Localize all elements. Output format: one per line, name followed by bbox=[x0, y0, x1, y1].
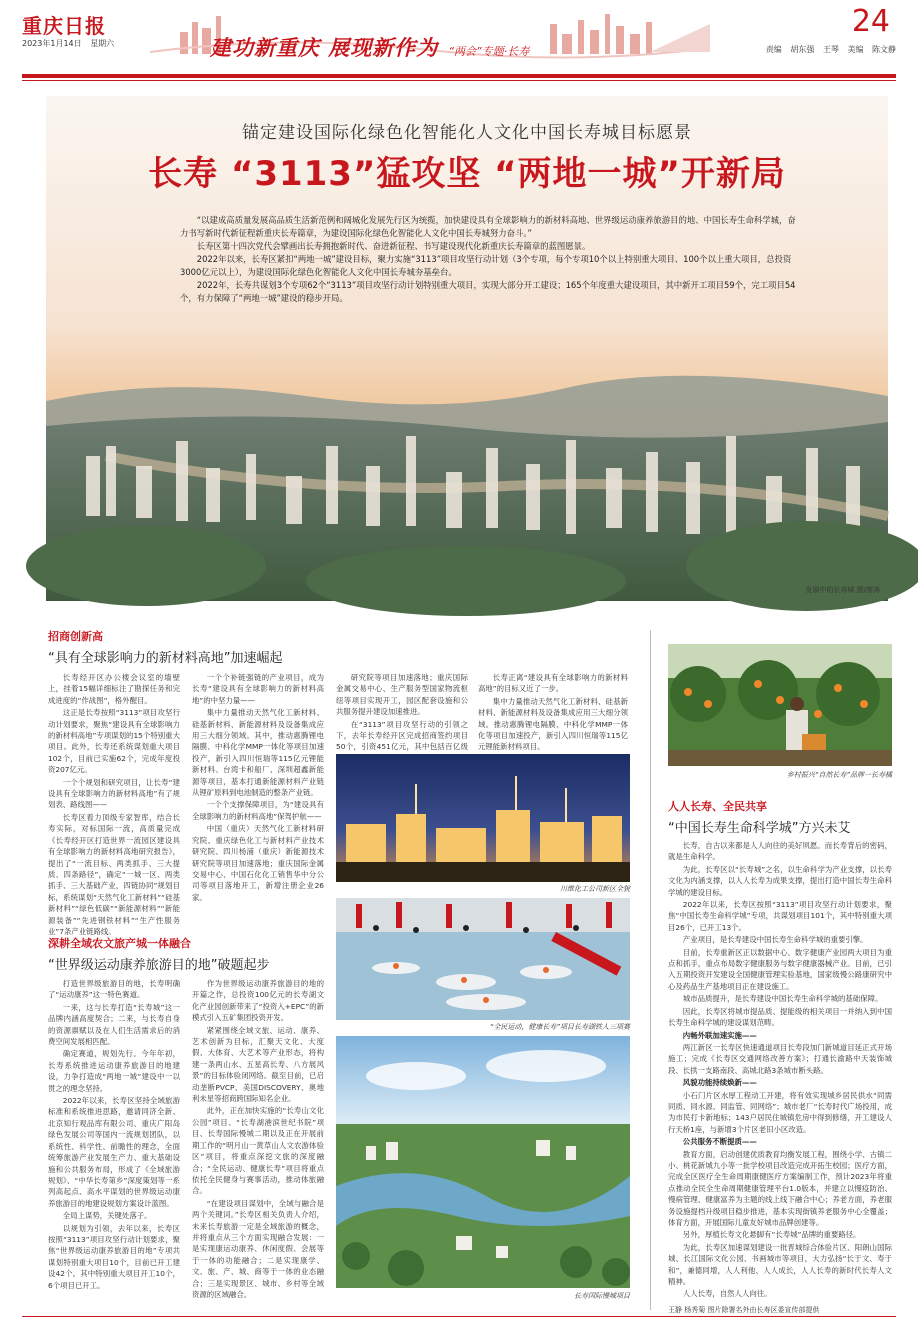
article-paragraph: 紧紧围绕全域文旅、运动、康养、艺术创新为目标，汇聚天文化、大度假、大体育、大艺术等产业形态，将构建一条两山水、五星高长寿、八方展风景”的目标体验闭网络。截至目前，已启动垄断PVCP、美国DISCOVERY、奥地利未星等招商跨国际知名企业。 bbox=[192, 1025, 324, 1104]
section-new-materials-head bbox=[48, 628, 598, 666]
section-kicker: 深耕全域农文旅产城一体融合 bbox=[48, 937, 191, 950]
section-kicker: 人人长寿、全民共享 bbox=[668, 800, 767, 813]
article-paragraph: 确定赛道，规划先行。今年年初，长寿系统推进运动康养旅游目的地建设，力争打造成“两地一城”建设中一以贯之的理念坚持。 bbox=[48, 1049, 180, 1093]
chemical-park-night-photo bbox=[336, 754, 630, 882]
intro-paragraph: 长寿区第十四次党代会擘画出长寿拥抱新时代、奋进新征程、书写建设现代化新重庆长寿篇章的蓝图愿景。 bbox=[196, 241, 591, 251]
section-title: “中国长寿生命科学城”方兴未艾 bbox=[668, 821, 851, 836]
photo-caption: 乡村振兴“自然长寿”品牌一长寿橘 bbox=[786, 771, 892, 779]
masthead-rule-thin bbox=[22, 80, 896, 81]
editor-credits bbox=[760, 44, 896, 55]
article-paragraph: 集中力量推动天然气化工新材料、硅基新材料、新能源材料及设备集成应用三大细分领域。其中，推动惠腾锂电隔膜、中科化学MMP一体化等项目加速投产，新引入四川恒瑞等115亿元锂能新材料、台湾卡和船厂、深圳超鑫新能源等项目，基本打通新能源材料产业链从锂矿原料到电池制造的整条产业链。 bbox=[192, 708, 324, 798]
editor-label: 责编 bbox=[765, 45, 782, 54]
article-paragraph: 一来，这与长寿打造“长寿城”这一品牌内涵高度契合；二来，与长寿自身的资源禀赋以及在人们生活需求后的消费空间发展相匹配。 bbox=[48, 1002, 180, 1047]
article-paragraph: 中国（重庆）天然气化工新材料研究院、重庆绿色化工与新材料产业技术研究院、四川杨浦（重庆）新能源技术研究院等项目加速落地；重庆国际金属交易中心、中国石化化工销售华中分公司等项目落地开工，新增注册企业26家。 bbox=[192, 824, 324, 902]
hero-headline: 长寿 “3113”猛攻坚 “两地一城”开新局 bbox=[148, 154, 786, 194]
article-column bbox=[48, 978, 180, 1304]
article-subhead: 公共服务不断提质—— bbox=[682, 1137, 757, 1147]
photo-caption: 川维化工公司新区全貌 bbox=[560, 885, 630, 893]
intro-paragraph: “以建成高质量发展高品质生活新范例和阔城化发展先行区为统揽，加快建设具有全球影响力的新材料高地、世界级运动康养旅游目的地、中国长寿生命科学城，奋力书写新时代新征程新重庆长寿篇章，为建设国际化绿色化智能化人文化中国长寿城努力奋斗。” bbox=[180, 215, 796, 238]
article-paragraph: 另外，厚植长寿文化悬脚有“长寿城”品牌的重要路径。 bbox=[682, 1230, 861, 1240]
article-column bbox=[336, 672, 468, 752]
article-subhead: 内畅外联加速实施—— bbox=[682, 1030, 757, 1040]
slow-city-aerial-photo bbox=[336, 1036, 630, 1288]
article-paragraph: 教育方面，启动创建优质教育均衡发展工程，围绕小学、古镇二小、桃花新城九小等一批学校项目改造完成开拓生校园；医疗方面，完成全区医疗全生命周期康健医疗方案编制工作，预计2023年将重点推动全民全生命周期健康管理平台1.0版本，并建立以慢疫防治、慢病管理、健康富养为主题的线上线下融合中心；养老方面，养老服务设施提档升级项目稳步推进，基本实现街镇养老服务中心全覆盖；体育方面，开展国际儿童友好城市品牌创建等。 bbox=[668, 1149, 892, 1227]
article-paragraph: “在建设项目谋划中，全域与融合是两个关键词。”长寿区相关负责人介绍，未来长寿旅游一定是全域旅游的概念，并将重点从三个方面实现融合发展：一是实现康运动康养、休闲度假、会展等于一体的功能融合；二是实现康学、文、旅、产、城、商等于一体的业态融合；三是实现景区、城市、乡村等全域资源的区域融合。 bbox=[192, 1198, 324, 1299]
column-divider bbox=[650, 630, 651, 1310]
designer-name: 陈文静 bbox=[872, 45, 896, 54]
section-sports-tourism-head bbox=[48, 935, 338, 973]
section-life-science-head bbox=[668, 798, 892, 836]
article-paragraph: 小石门片区水厚工程动工开建，将有效实现城乡居民供水“同需同质、同水源、同监管、同网络”；城市老厂“长寿时代广场投用，成为市民打卡新地标；143户居民住城镇危房中得到修缮，开工建设人行天桥1座，与新增3个片区老旧小区改造。 bbox=[668, 1090, 892, 1134]
article-paragraph: 两江新区一长寿区快速通道项目长寿段加门新城道目延正式开场施工；完成《长寿区交通网络改善方案》；打通长渝路中天装饰城段、长拱一支路南段、高城北路3条城市断头路。 bbox=[668, 1042, 892, 1075]
article-paragraph: 长寿正离“建设具有全球影响力的新材料高地”的目标又近了一步。 bbox=[478, 673, 628, 694]
article-paragraph: 在“3113”项目攻坚行动的引领之下，去年长寿经开区完成招商签约项目50个，引资451亿元，其中包括百亿级 bbox=[336, 719, 468, 752]
article-paragraph: 作为世界级运动康养旅游目的地的开篇之作，总投资100亿元的长寿湖文化产业园创新带来了“投资入+EPC”的新模式引入五矿集团投资开发。 bbox=[192, 979, 324, 1023]
article-paragraph: 研究院等项目加速落地；重庆国际金属交易中心、生产服务型国家物流枢纽等项目实现开工，园区配套设施和公共服务提升建设加速推进。 bbox=[336, 673, 468, 717]
article-paragraph: 全局上谋势，关键处落子。 bbox=[62, 1211, 152, 1221]
article-paragraph: 2022年以来，长寿区按照“3113”项目攻坚行动计划要求，聚焦“中国长寿生命科学城”专项，共谋划项目101个，其中特别重大项目26个，已开工13个。 bbox=[668, 900, 892, 932]
article-paragraph: 为此，长寿区加速谋划建设一批晋城综合体验片区、阳朗山国际城、长江国际文化公园、书画城市等项目，大力弘扬“长于文、寿于和”，兼德同增，人人利他、人人成长，人人长寿的新时代长寿人文精神。 bbox=[668, 1242, 892, 1287]
article-byline: 王静 杨秀菊 图片除署名外由长寿区委宣传部提供 bbox=[668, 1306, 820, 1314]
article-paragraph: 以规划为引领，去年以来，长寿区按照“3113”项目攻坚行动计划要求，聚焦“世界级运动康养旅游目的地”专项共谋划特别重大项目10个，目前已开工建设42个。其中特别重大项目开工10个，6个项目已开工。 bbox=[48, 1223, 180, 1290]
article-paragraph: 产业项目，是长寿建设中国长寿生命科学城的重要引擎。 bbox=[682, 935, 868, 945]
page-number: 24 bbox=[851, 4, 890, 39]
hero-photo-caption: 发展中的长寿城 摄/廖涛 bbox=[805, 586, 880, 594]
hero-intro bbox=[180, 214, 800, 305]
article-paragraph: 这正是长寿按照“3113”项目攻坚行动计划要求，聚焦“建设具有全球影响力的新材料高地”专项谋划的15个特别重大项目。此外，长寿还系统谋划重大项目102个，目前已实施62个，完成年度投资207亿元。 bbox=[48, 708, 180, 775]
issue-weekday: 星期六 bbox=[90, 39, 115, 48]
editor-name: 胡东强 bbox=[790, 45, 815, 54]
photo-caption: 长寿国际慢城项目 bbox=[574, 1292, 630, 1300]
banner-topic: “两会”专题·长寿 bbox=[448, 45, 530, 58]
article-column bbox=[192, 978, 324, 1304]
article-paragraph: 此外，正在加快实施的“长寿山文化公园”项目、“长寿湖港滨世纪书院”项目、长寿国际慢城二期以及正在开展前期工作的“明月山一黄草山人文农游体验区”项目，将重点深挖文旅的深度融合；“全民运动、健康长寿”项目将重点依托全民健身与赛事活动，推动体旅融合。 bbox=[192, 1106, 324, 1196]
article-paragraph: 为此，长寿区以“长寿城”之名，以生命科学为产业支撑，以长寿文化为内涵支撑，以人人长寿为成果支撑，提出打造中国长寿生命科学城的建设目标。 bbox=[668, 864, 892, 897]
editor-name: 王琴 bbox=[822, 45, 839, 54]
special-topic-banner bbox=[210, 34, 529, 62]
article-column bbox=[48, 672, 180, 936]
article-paragraph: 一个个规划和研究项目，让长寿“建设具有全球影响力的新材料高地”有了规划表、路线图—— bbox=[48, 777, 180, 810]
article-paragraph: 集中力量推动天然气化工新材料、硅基新材料、新能源材料及设备集成应用三大细分领域。推动惠腾锂电隔膜、中科化学MMP一体化等项目加速投产，新引入四川恒瑞等115亿元锂能新材料项目。 bbox=[478, 696, 628, 752]
intro-paragraph: 2022年，长寿共谋划3个专项62个“3113”项目攻坚行动计划特别重大项目，实现大部分开工建设；165个年度重大建设项目，其中新开工项目59个，完工项目54个，有力保障了“两地一城”建设的稳步开局。 bbox=[180, 280, 796, 303]
article-paragraph: 打造世界级旅游目的地，长寿明确了“运动康养”这一特色赛道。 bbox=[48, 979, 180, 1000]
hero-kicker: 锚定建设国际化绿色化智能化人文化中国长寿城目标愿景 bbox=[242, 123, 692, 143]
intro-paragraph: 2022年以来，长寿区紧扣“两地一城”建设目标，聚力实施“3113”项目攻坚行动计划（3个专项，每个专项10个以上特别重大项目、100个以上重大项目，总投资3000亿元以上），为建设国际化绿色化智能化人文化中国长寿城夯基垒台。 bbox=[180, 254, 792, 277]
banner-slogan: 建功新重庆 展现新作为 bbox=[210, 36, 439, 60]
photo-caption: “全民运动，健康长寿”项目长寿湖铁人三项赛 bbox=[489, 1023, 630, 1031]
issue-date: 2023年1月14日 bbox=[22, 39, 82, 48]
article-paragraph: 2022年以来，长寿区坚持全域旅游标准和系统推进思路，邀请同济全新、北京知行观品库有限公司、重庆广阳岛绿色发展公司等国内一流规划团队，以系统性、科学性、前瞻性的理念，全面统筹旅游产业发展生产力、重大基础设施和公共服务布局，形成了《全域旅游规划》、“中华长寿第乡”深度策划等一系列高起点、高水平谋划的世界级运动康养旅游目的地建设规划方案设计蓝图。 bbox=[48, 1096, 180, 1208]
article-paragraph: 因此，长寿区将城市提品质、提能级的相关项目一并纳入到中国长寿生命科学城的建设谋划范畴。 bbox=[668, 1006, 892, 1028]
designer-label: 美编 bbox=[847, 45, 864, 54]
page-bottom-rule bbox=[22, 1316, 896, 1317]
article-paragraph: 长寿经开区办公楼会议室的墙壁上，挂着15幅详细标注了勘探任务和完成进度的“作战图”，格外醒目。 bbox=[48, 673, 180, 705]
newspaper-logo: 重庆日报 bbox=[22, 14, 106, 38]
article-paragraph: 城市品质提升，是长寿建设中国长寿生命科学城的基础保障。 bbox=[682, 994, 883, 1004]
article-paragraph: 一个个支撑保障项目，为“建设具有全球影响力的新材料高地”保驾护航—— bbox=[192, 800, 324, 821]
dateline bbox=[22, 38, 120, 49]
masthead bbox=[0, 0, 918, 88]
section-title: “具有全球影响力的新材料高地”加速崛起 bbox=[48, 651, 283, 666]
masthead-rule bbox=[22, 74, 896, 78]
section-kicker: 招商创新高 bbox=[48, 630, 103, 643]
triathlon-race-photo bbox=[336, 898, 630, 1020]
article-paragraph: 长寿区着力顶级专家智库，结合长寿实际，对标国际一流，高质量完成《长寿经开区打造世界一流园区建设具有全球影响力的新材料高地研究报告》，提出了“一流目标、两类抓手、三大提质、四条路径”，确定“一城一区、两类抓手、三大基础产业，四链协同”规划目标，系统谋划“天然气化工新材料”“硅基新材料”“绿色低碳”“新能源材料”“新能源装备”“先进钢铁材料”“生产性服务业”7条产业链路线。 bbox=[48, 812, 180, 936]
orange-orchard-photo bbox=[668, 644, 892, 766]
article-column bbox=[668, 840, 892, 1302]
article-paragraph: 目前，长寿重新区正以数据中心、数字健康产业园两大项目为重点和抓手，重点布局数字健康服务与数字健康器械产业。目前，已引入五期投资开发建设全国健康管理实验基地，国家级慢公路康研究中心及药品生产基地项目正在建设施工。 bbox=[668, 947, 892, 991]
article-column bbox=[192, 672, 324, 927]
article-column bbox=[478, 672, 628, 752]
section-title: “世界级运动康养旅游目的地”破题起步 bbox=[48, 958, 270, 973]
article-subhead: 风貌功能持续焕新—— bbox=[682, 1078, 757, 1088]
article-paragraph: 人人长寿，自然人人向往。 bbox=[682, 1289, 772, 1299]
article-paragraph: 一个个补链强链的产业项目，成为长寿“建设具有全球影响力的新材料高地”的中坚力量—— bbox=[192, 673, 324, 705]
article-paragraph: 长寿，自古以来都是人人向往的美好夙愿。而长寿背后的密码，就是生命科学。 bbox=[668, 841, 892, 862]
hero-feature bbox=[46, 96, 888, 601]
